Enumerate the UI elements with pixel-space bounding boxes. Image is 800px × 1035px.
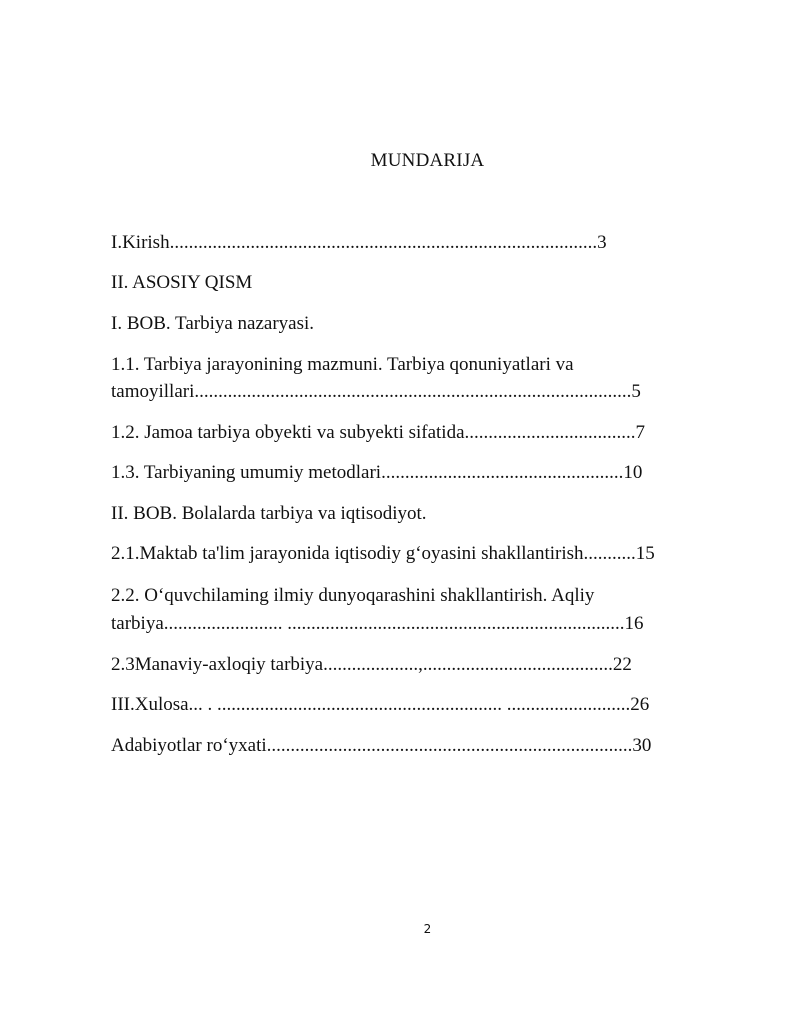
toc-entry-1-3: 1.3. Tarbiyaning umumiy metodlari...................................................10 [111, 462, 643, 483]
toc-entry-adabiyotlar: Adabiyotlar ro‘yxati.............................................................................30 [111, 735, 652, 756]
toc-entry-2-2-line1: 2.2. O‘quvchilaming ilmiy dunyoqarashini shakllantirish. Aqliy [111, 585, 595, 606]
toc-entry-1-1-line1: 1.1. Tarbiya jarayonining mazmuni. Tarbiya qonuniyatlari va [111, 354, 574, 375]
toc-entry-xulosa: III.Xulosa... . ............................................................ ..........................26 [111, 694, 650, 715]
toc-entry-2-2-line2: tarbiya......................... .......................................................................16 [111, 613, 644, 634]
toc-entry-kirish: I.Kirish..........................................................................................3 [111, 232, 607, 253]
toc-entry-2-3: 2.3Manaviy-axloqiy tarbiya....................,........................................22 [111, 654, 632, 675]
toc-entry-1-2: 1.2. Jamoa tarbiya obyekti va subyekti sifatida....................................7 [111, 422, 646, 443]
toc-entry-2-1: 2.1.Maktab ta'lim jarayonida iqtisodiy g‘oyasini shakllantirish...........15 [111, 543, 655, 564]
page-title: MUNDARIJA [370, 150, 485, 171]
toc-entry-asosiy-qism: II. ASOSIY QISM [111, 272, 253, 293]
toc-entry-bob-2: II. BOB. Bolalarda tarbiya va iqtisodiyot. [111, 503, 427, 524]
page-number: 2 [423, 922, 432, 936]
toc-entry-bob-1: I. BOB. Tarbiya nazaryasi. [111, 313, 315, 334]
toc-entry-1-1-line2: tamoyillari............................................................................................5 [111, 381, 641, 402]
